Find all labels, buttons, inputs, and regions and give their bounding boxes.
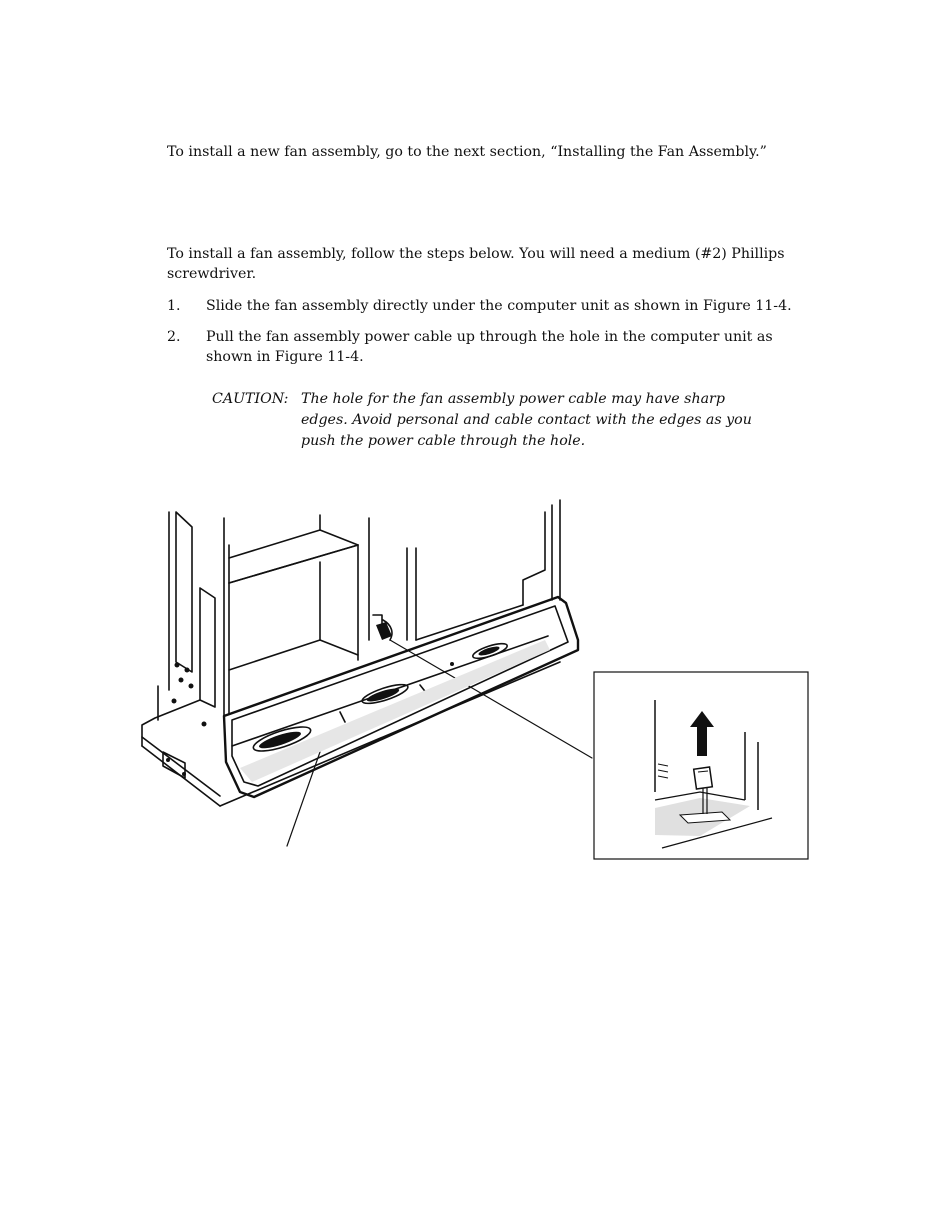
step-text: Pull the fan assembly power cable up through the hole in the computer unit as shown in Figure 11-4. [206, 329, 773, 365]
step-item [167, 296, 807, 318]
fan-assembly-figure [0, 490, 950, 870]
step-number: 2. [167, 329, 181, 345]
caution-text: The hole for the fan assembly power cable may have sharp edges. Avoid personal and cable contact with the edges as you push the power cable through the hole. [301, 391, 752, 449]
step-text: Slide the fan assembly directly under the computer unit as shown in Figure 11-4. [206, 298, 792, 314]
step-number: 1. [167, 298, 181, 314]
inset-detail [594, 672, 808, 859]
power-cable-connector-icon [694, 767, 713, 789]
install-paragraph: To install a fan assembly, follow the steps below. You will need a medium (#2) Phillips screwdriver. [167, 246, 785, 282]
intro-paragraph: To install a new fan assembly, go to the next section, “Installing the Fan Assembly.” [167, 144, 767, 160]
caution-label: CAUTION: [212, 391, 289, 407]
step-item [167, 327, 807, 369]
